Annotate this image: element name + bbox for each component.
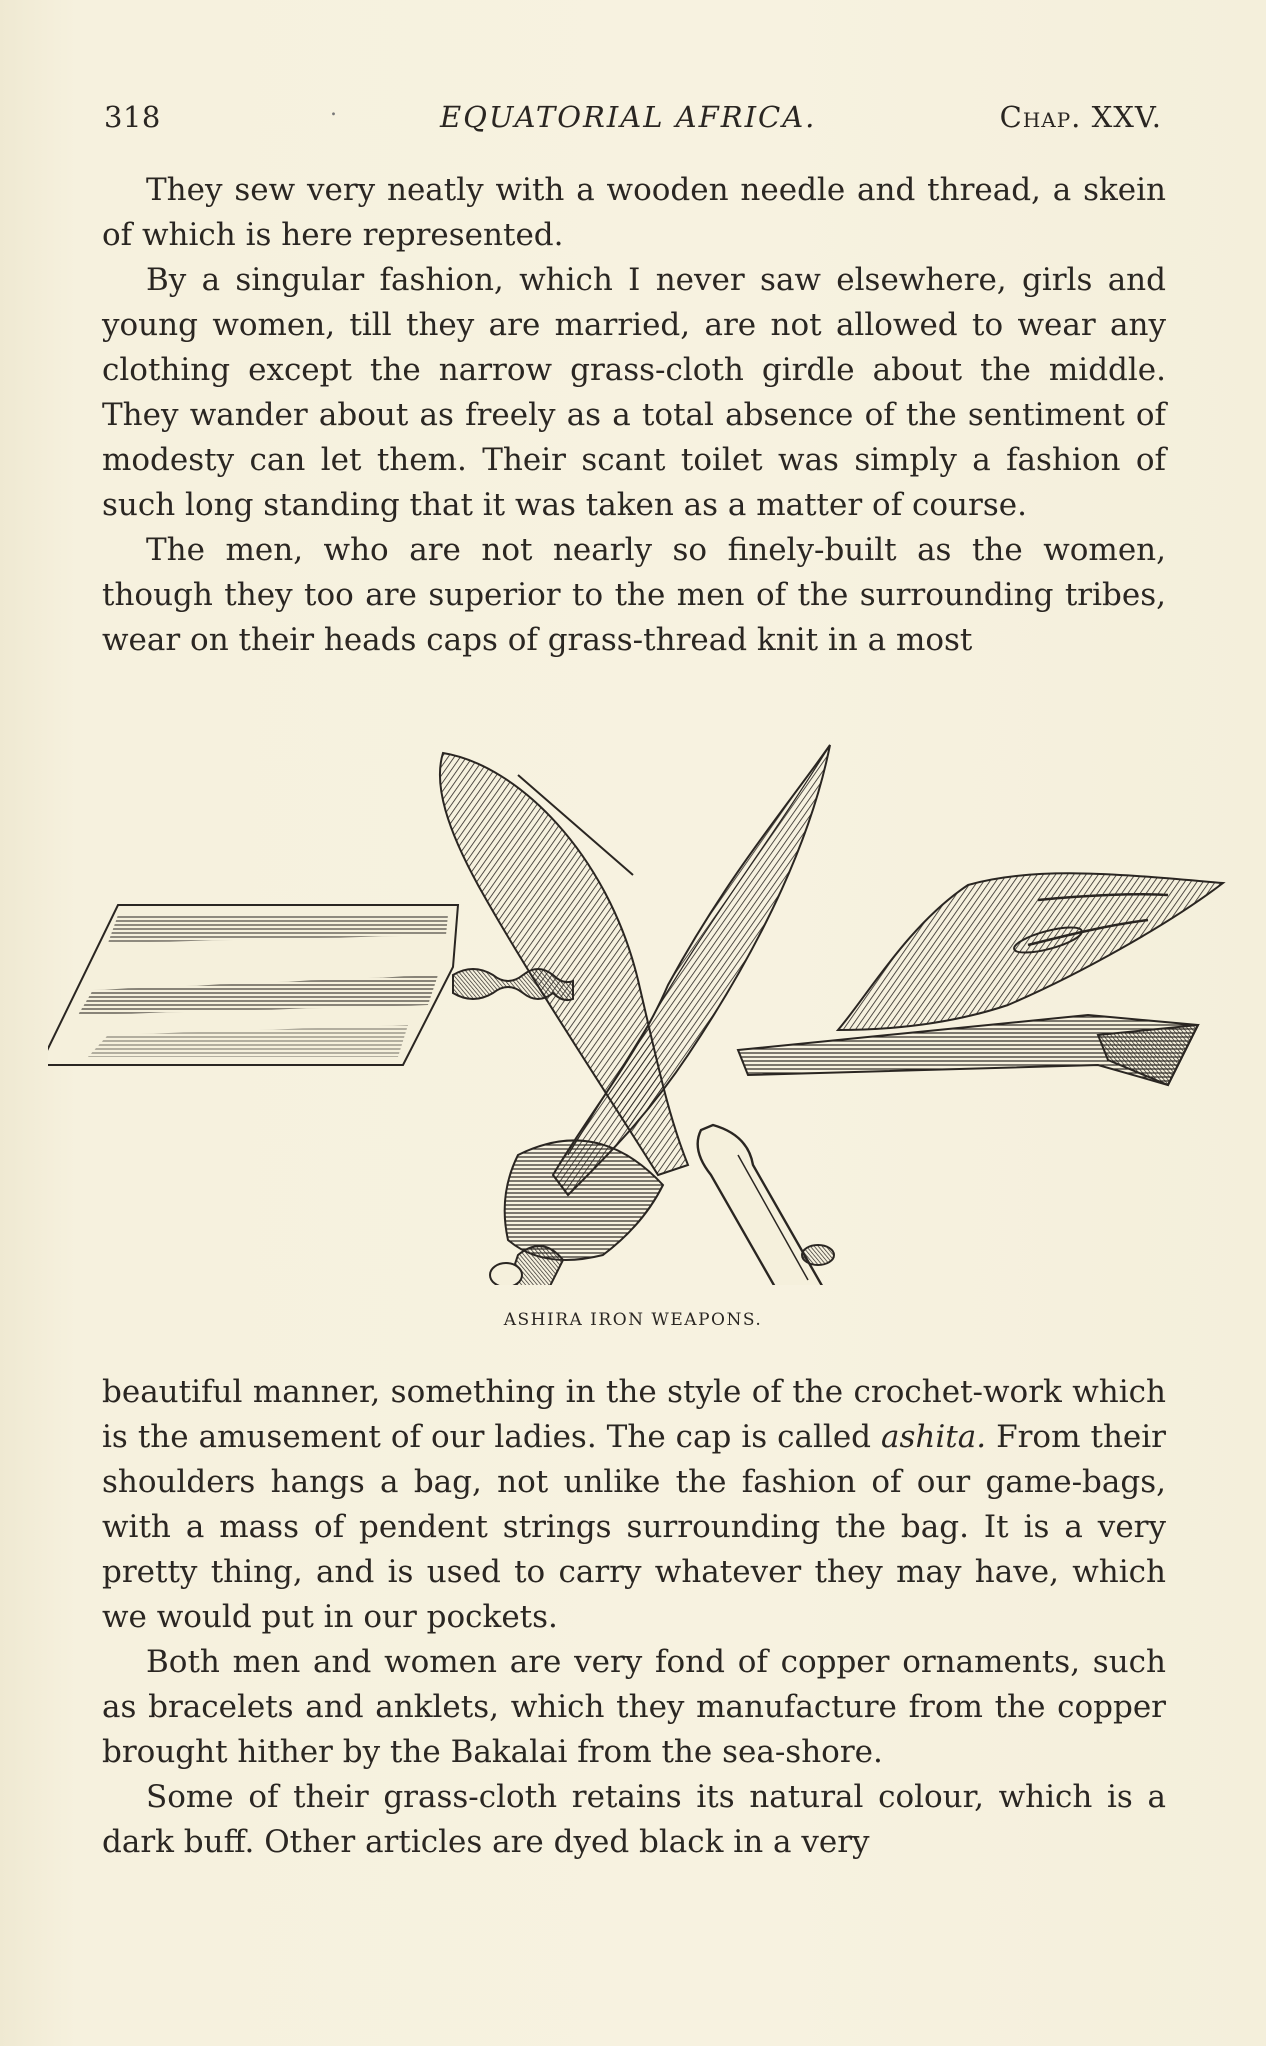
figure-caption: ASHIRA IRON WEAPONS. xyxy=(503,1310,763,1330)
page-number: 318 xyxy=(104,100,161,134)
header-separator: . xyxy=(330,96,338,121)
cap-name-italic: ashita. xyxy=(881,1419,987,1455)
paragraph-grass-cloth: Some of their grass-cloth retains its natural colour, which is a dark buff. Other articles are dyed black in a very xyxy=(102,1779,1166,1860)
chapter-label: Chap. XXV. xyxy=(999,100,1162,134)
body-text-bottom xyxy=(102,1370,1166,1865)
running-title: EQUATORIAL AFRICA. xyxy=(440,100,817,134)
cap-text-after: From their shoulders hangs a bag, not unlike the fashion of our game-bags, with a mass of pendent strings surrounding the bag. It is a very pretty thing, and is used to carry whatever they may have, which we would put in our pockets. xyxy=(102,1419,1166,1635)
paragraph-cap-bag xyxy=(102,1370,1166,1640)
body-text-top xyxy=(102,168,1166,663)
paragraph-sewing: They sew very neatly with a wooden needle and thread, a skein of which is here represented. xyxy=(102,172,1166,253)
running-header xyxy=(104,96,1162,144)
paragraph-men-caps: The men, who are not nearly so finely-built as the women, though they too are superior to the men of the surrounding tribes, wear on their heads caps of grass-thread knit in a most xyxy=(102,532,1166,658)
cleaver-blade xyxy=(48,905,573,1065)
weapons-illustration xyxy=(48,735,1228,1285)
paragraph-girls-fashion: By a singular fashion, which I never saw elsewhere, girls and young women, till they are married, are not allowed to wear any clothing except the narrow grass-cloth girdle about the middle. They wander about as freely as a total absence of the sentiment of modesty can let them. Their scant toilet was simply a fashion of such long standing that it was taken as a matter of course. xyxy=(102,262,1166,523)
cap-text-before: beautiful manner, something in the style of the crochet-work which is the amusement of our ladies. The cap is called xyxy=(102,1374,1166,1455)
spear-head xyxy=(738,873,1223,1085)
paragraph-copper: Both men and women are very fond of copper ornaments, such as bracelets and anklets, which they manufacture from the copper brought hither by the Bakalai from the sea-shore. xyxy=(102,1644,1166,1770)
